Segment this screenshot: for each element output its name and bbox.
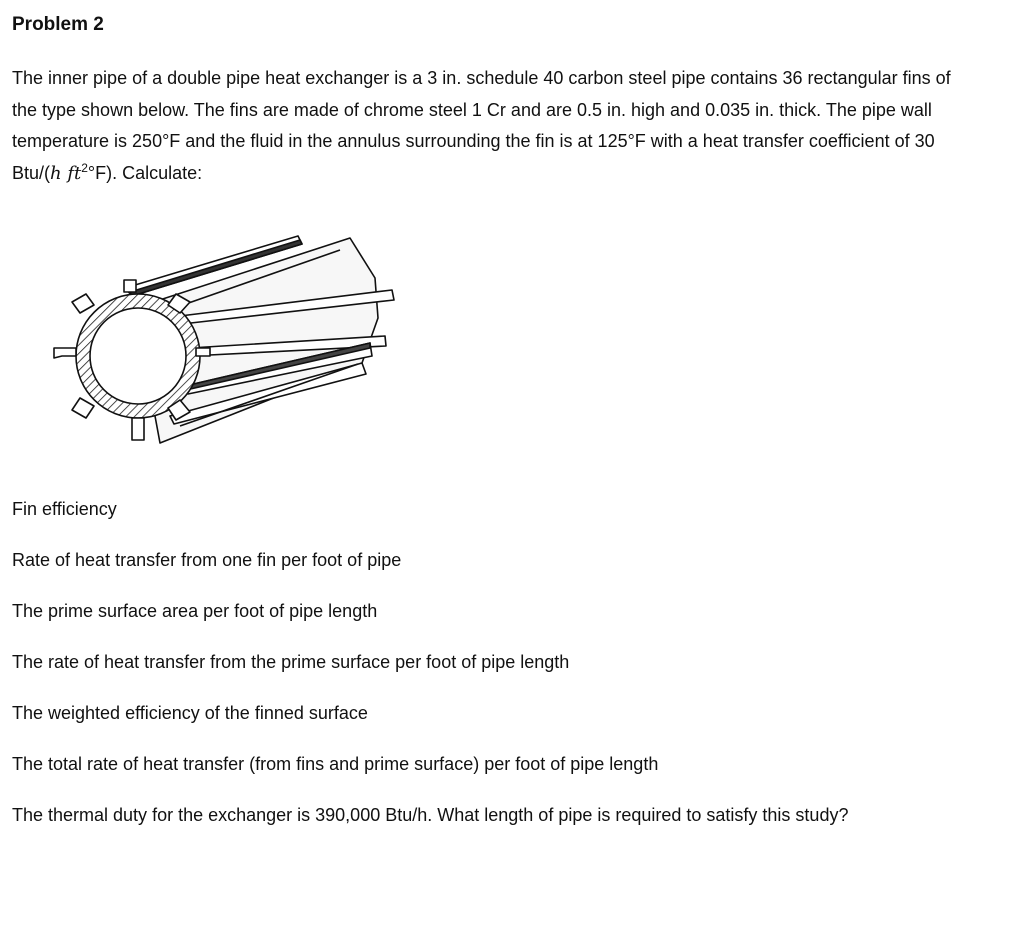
problem-heading: Problem 2 xyxy=(12,14,104,35)
statement-text: The inner pipe of a double pipe heat exchanger is a 3 in. schedule 40 carbon steel pipe contains 36 rectangular fins of the type shown below. The fins are made of chrome steel 1 Cr and are 0.5 in. high and 0.035 in. thick. The pipe wall temperature is 250°F and the fluid in the annulus surrounding the fin is at 125°F with a heat transfer coefficient of 30 Btu/( xyxy=(12,68,951,183)
problem-statement xyxy=(12,63,972,189)
statement-ending: °F). Calculate: xyxy=(87,162,203,183)
question-weighted-efficiency: The weighted efficiency of the finned surface xyxy=(12,703,368,723)
question-prime-heat-rate: The rate of heat transfer from the prime surface per foot of pipe length xyxy=(12,652,570,672)
unit-math: h ft xyxy=(50,162,82,184)
question-pipe-length: The thermal duty for the exchanger is 390,000 Btu/h. What length of pipe is required to satisfy this study? xyxy=(12,805,849,825)
finned-pipe-figure xyxy=(40,188,420,460)
question-prime-area: The prime surface area per foot of pipe length xyxy=(12,601,378,621)
question-fin-heat-rate: Rate of heat transfer from one fin per foot of pipe xyxy=(12,550,402,570)
question-fin-efficiency: Fin efficiency xyxy=(12,499,117,519)
finned-pipe-icon xyxy=(40,188,420,460)
unit-exponent: 2 xyxy=(81,160,88,175)
question-total-heat-rate: The total rate of heat transfer (from fins and prime surface) per foot of pipe length xyxy=(12,754,659,774)
